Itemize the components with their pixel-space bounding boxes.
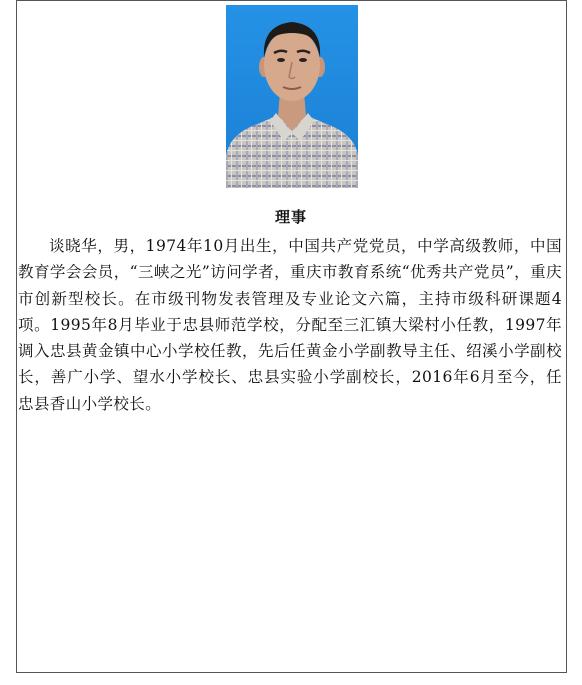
biography-paragraph: 谈晓华，男，1974年10月出生，中国共产党党员，中学高级教师，中国教育学会会员，“三峡之光”访问学者，重庆市教育系统“优秀共产党员”，重庆市创新型校长。在市级刊物发表管理及专业论文六篇，主持市级科研课题4项。1995年8月毕业于忠县师范学校，分配至三汇镇大梁村小任教，1997年调入忠县黄金镇中心小学校任教，先后任黄金小学副教导主任、绍溪小学副校长，善广小学、望水小学校长、忠县实验小学副校长，2016年6月至今，任忠县香山小学校长。 (18, 237, 562, 413)
portrait-photo (226, 5, 358, 188)
member-role-title: 理事 (274, 208, 307, 226)
portrait-illustration (226, 5, 358, 188)
